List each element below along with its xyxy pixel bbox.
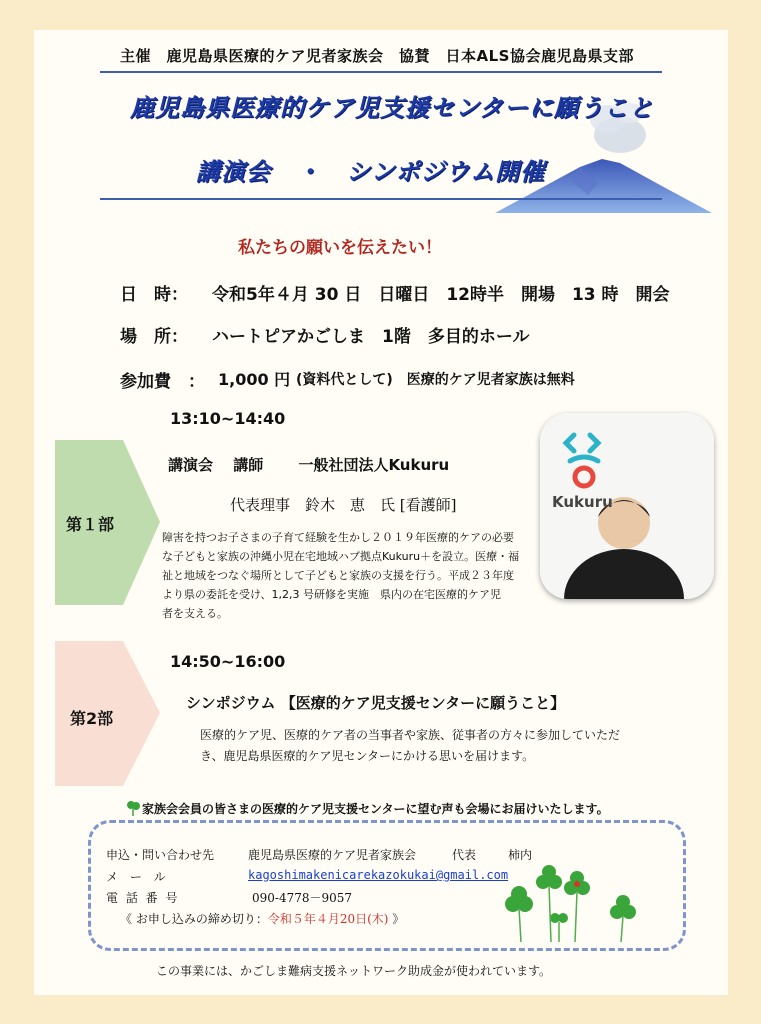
part1-speaker: 代表理事 鈴木 恵 氏 [看護師] — [230, 496, 457, 514]
part2-description: 医療的ケア児、医療的ケア者の当事者や家族、従事者の方々に参加していただき、鹿児島県医療的ケア児センターにかける思いを届けます。 — [200, 728, 621, 763]
contact-label: 申込・問い合わせ先 — [106, 848, 215, 862]
fee-note: (資料代として) 医療的ケア児者家族は無料 — [296, 372, 575, 388]
part1-heading: 講演会 講師 一般社団法人Kukuru — [168, 456, 450, 474]
fee-label: 参加費 ： — [120, 372, 205, 392]
date-label: 日 時： — [120, 285, 188, 305]
place-label: 場 所： — [120, 327, 188, 347]
clover-illustration — [495, 860, 655, 942]
deadline-date: 令和５年４月20日(木) — [267, 912, 389, 926]
part2-badge: 第2部 — [70, 709, 114, 728]
sponsor-line: 主催 鹿児島県医療的ケア児者家族会 協賛 日本ALS協会鹿児島県支部 — [120, 47, 634, 65]
title-line-1: 鹿児島県医療的ケア児支援センターに願うこと — [130, 94, 655, 122]
contact-rep-label: 代表 — [452, 848, 477, 862]
clover-leaf-icon — [126, 800, 140, 816]
title-line-2: 講演会 ・ シンポジウム開催 — [196, 158, 546, 186]
speaker-photo — [540, 413, 714, 599]
part1-description: 障害を持つお子さまの子育て経験を生かし２０１９年医療的ケアの必要な子どもと家族の沖縄小児在宅地域ハブ拠点Kukuru＋を設立。医療・福祉と地域をつなぐ場所として子どもと家族の支援を行う。平成２３年度より県の委託を受け、1,2,3 号研修を実施 県内の在宅医療的ケア児 者を支える。 — [162, 531, 520, 620]
header-rule-top — [100, 71, 662, 73]
fee-amount: 1,000 円 — [218, 370, 291, 389]
mail-link[interactable]: kagoshimakenicarekazokukai@gmail.com — [248, 868, 509, 882]
photo-logo-text: Kukuru — [552, 493, 613, 511]
mail-label: メ ー ル — [106, 870, 170, 884]
contact-rep-name: 柿内 — [508, 848, 533, 862]
part2-time: 14:50~16:00 — [170, 652, 286, 671]
header-rule-bottom — [100, 198, 662, 200]
phone-label: 電 話 番 号 — [106, 891, 180, 905]
lead-message: 私たちの願いを伝えたい！ — [238, 238, 442, 258]
date-value: 令和5年４月 30 日 日曜日 12時半 開場 13 時 開会 — [212, 285, 670, 305]
part2-heading: シンポジウム 【医療的ケア児支援センターに願うこと】 — [186, 694, 566, 712]
notice-text: 家族会会員の皆さまの医療的ケア児支援センターに望む声も会場にお届けいたします。 — [142, 802, 609, 816]
part1-time: 13:10~14:40 — [170, 409, 286, 428]
place-value: ハートピアかごしま 1階 多目的ホール — [212, 327, 530, 347]
deadline-suffix: 》 — [388, 912, 405, 926]
deadline-prefix: 《 お申し込みの締め切り： — [120, 912, 268, 926]
contact-org: 鹿児島県医療的ケア児者家族会 — [248, 848, 417, 862]
part1-badge: 第１部 — [66, 515, 115, 534]
footer-text: この事業には、かごしま難病支援ネットワーク助成金が使われています。 — [156, 964, 552, 978]
deadline-line — [120, 910, 404, 927]
phone-value: 090-4778－9057 — [252, 891, 353, 905]
